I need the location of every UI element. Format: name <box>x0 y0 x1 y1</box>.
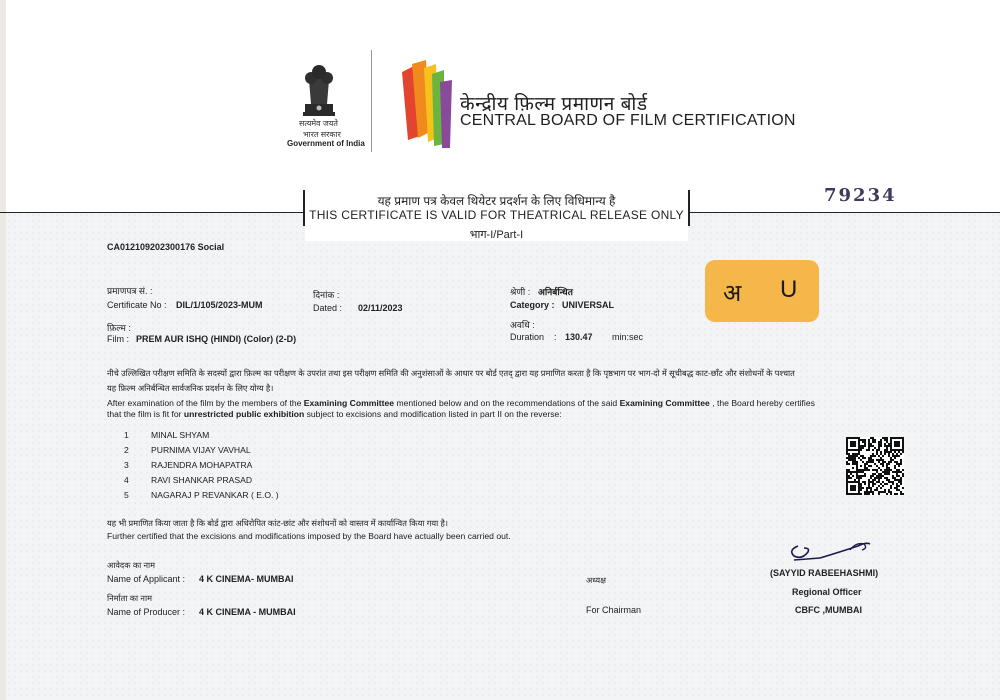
date-value: 02/11/2023 <box>358 303 403 313</box>
category-value: UNIVERSAL <box>562 300 615 310</box>
category-label-hindi: श्रेणी : <box>510 287 531 297</box>
government-hindi: भारत सरकार <box>303 130 341 139</box>
emblem-motto: सत्यमेव जयते <box>299 119 338 128</box>
rating-english: U <box>780 276 798 303</box>
committee-name: PURNIMA VIJAY VAVHAL <box>151 445 251 455</box>
certificate-no-label-hindi: प्रमाणपत्र सं. : <box>107 286 153 296</box>
statement-en-7: unrestricted public exhibition <box>183 409 305 419</box>
cbfc-name-english: CENTRAL BOARD OF FILM CERTIFICATION <box>460 112 796 129</box>
header-separator <box>371 50 372 152</box>
national-emblem-icon <box>297 60 341 120</box>
applicant-label-hindi: आवेदक का नाम <box>107 561 156 570</box>
reference-number: CA012109202300176 Social <box>107 242 225 252</box>
chairman-english: For Chairman <box>586 605 642 615</box>
committee-name: NAGARAJ P REVANKAR ( E.O. ) <box>151 490 279 500</box>
film-value: PREM AUR ISHQ (HINDI) (Color) (2-D) <box>136 334 297 344</box>
statement-en-5: , the Board hereby certifies <box>709 398 815 408</box>
validity-text-english: THIS CERTIFICATE IS VALID FOR THEATRICAL RELEASE ONLY <box>309 208 684 222</box>
committee-no: 3 <box>124 460 129 470</box>
film-label: Film : <box>107 334 129 344</box>
committee-no: 2 <box>124 445 129 455</box>
date-label: Dated : <box>313 303 343 313</box>
statement-en-2: Examining Committee <box>303 398 395 408</box>
committee-no: 4 <box>124 475 129 485</box>
committee-no: 5 <box>124 490 129 500</box>
government-of-india: Government of India <box>287 139 365 148</box>
committee-name: MINAL SHYAM <box>151 430 210 440</box>
committee-name: RAVI SHANKAR PRASAD <box>151 475 253 485</box>
committee-name: RAJENDRA MOHAPATRA <box>151 460 253 470</box>
chairman-hindi: अध्यक्ष <box>586 576 606 585</box>
validity-part: भाग-I/Part-I <box>469 229 524 241</box>
applicant-label: Name of Applicant : <box>107 574 186 584</box>
date-label-hindi: दिनांक : <box>313 290 340 300</box>
validity-bracket-right <box>688 190 690 226</box>
divider-rule-right <box>688 212 1000 213</box>
duration-unit: min:sec <box>612 332 644 342</box>
duration-label-hindi: अवधि : <box>510 320 535 330</box>
signatory-name: (SAYYID RABEEHASHMI) <box>770 568 879 578</box>
film-label-hindi: फ़िल्म : <box>107 323 131 333</box>
producer-label-hindi: निर्माता का नाम <box>107 594 152 603</box>
certificate-no-label: Certificate No : <box>107 300 167 310</box>
statement-en-1: After examination of the film by the members of the <box>107 398 304 408</box>
statement-en-3: mentioned below and on the recommendations of the said <box>394 398 620 408</box>
statement-en-8: subject to excisions and modification listed in part II on the reverse: <box>304 409 562 419</box>
signature-icon <box>780 536 880 568</box>
signatory-title: Regional Officer <box>792 587 862 597</box>
producer-label: Name of Producer : <box>107 607 186 617</box>
rating-hindi: अ <box>723 280 742 307</box>
producer-value: 4 K CINEMA - MUMBAI <box>199 607 296 617</box>
statement-en-4: Examining Committee <box>619 398 710 408</box>
statement-hindi: नीचे उल्लिखित परीक्षण समिति के सदस्यों द्वारा फ़िल्म का परीक्षण के उपरांत तथा इस परीक्षण समिति की अनुशंसाओं के आधार पर बोर्ड एतद् द्वारा यह प्रमाणित करता है कि पृष्ठभाग पर भाग-दो में सूचीबद्ध काट-छाँट और संशोधनों के पश्चात <box>107 369 795 378</box>
statement-hindi-2: यह फ़िल्म अनिर्बन्धित सार्वजनिक प्रदर्शन के लिए योग्य है। <box>107 384 274 393</box>
further-english: Further certified that the excisions and modifications imposed by the Board have actually been carried out. <box>107 531 511 541</box>
page-edge <box>0 0 6 700</box>
statement-en-6: that the film is fit for <box>107 409 184 419</box>
certificate-no-value: DIL/1/105/2023-MUM <box>176 300 263 310</box>
divider-rule-left <box>0 212 305 213</box>
qr-code-icon[interactable] <box>846 437 904 495</box>
signatory-office: CBFC ,MUMBAI <box>795 605 862 615</box>
cbfc-logo-icon <box>398 58 454 150</box>
duration-label: Duration <box>510 332 545 342</box>
category-value-hindi: अनिर्बन्धित <box>538 287 573 297</box>
category-label: Category : <box>510 300 555 310</box>
statement-english <box>107 398 907 420</box>
cbfc-name-hindi: केन्द्रीय फ़िल्म प्रमाणन बोर्ड <box>460 94 648 115</box>
duration-colon: : <box>554 332 557 342</box>
further-hindi: यह भी प्रमाणित किया जाता है कि बोर्ड द्वारा अधिरोपित कांट-छांट और संशोधनों को वास्तव में कार्यान्वित किया गया है। <box>107 519 448 528</box>
validity-text-hindi: यह प्रमाण पत्र केवल थियेटर प्रदर्शन के लिए विधिमान्य है <box>377 194 616 208</box>
applicant-value: 4 K CINEMA- MUMBAI <box>199 574 294 584</box>
serial-number: 79234 <box>824 185 897 206</box>
duration-value: 130.47 <box>565 332 593 342</box>
committee-no: 1 <box>124 430 129 440</box>
